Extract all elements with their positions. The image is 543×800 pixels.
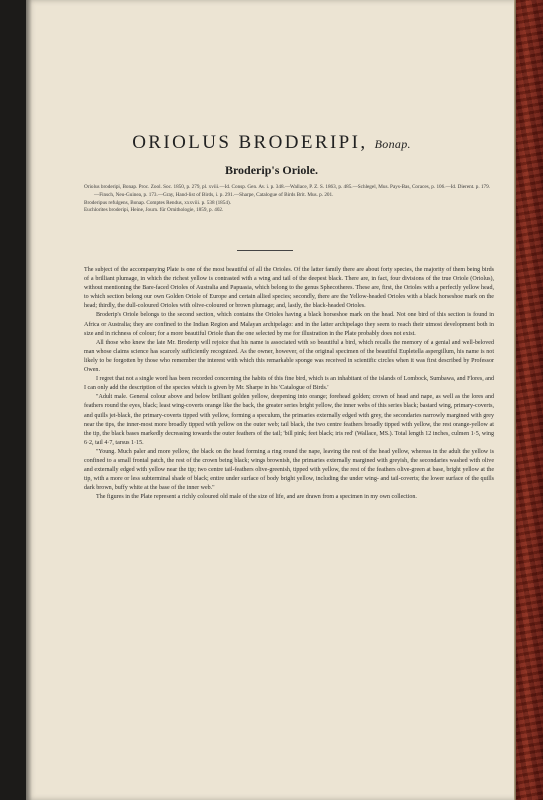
- marbled-book-edge: [516, 0, 543, 800]
- synonym-entry: Oriolus broderipi, Bonap. Proc. Zool. Soc. 1850, p. 279, pl. xviii.—Id. Consp. Gen. Av. i. p. 348.—Wallace, P. Z. S. 1863, p. 485.—Schlegel, Mus. Pays-Bas, Coraces, p. 106.—Id. Dierent. p. 179.—Finsch, Neu-Guinea, p. 173.—Gray, Hand-list of Birds, i. p. 291.—Sharpe, Catalogue of Birds Brit. Mus. p. 201.: [84, 184, 491, 198]
- article-body: [84, 266, 494, 502]
- paragraph: The figures in the Plate represent a richly coloured old male of the size of life, and are drawn from a specimen in my own collection.: [96, 494, 417, 501]
- synonym-entry: Broderipus refulgens, Bonap. Comptes Rendus, xxxviii. p. 538 (1854).: [84, 199, 231, 206]
- section-divider: [237, 250, 293, 251]
- paragraph: The subject of the accompanying Plate is one of the most beautiful of all the Orioles. Of the latter family there are about forty species, the majority of them being birds of a brilliant plumage, in which the richest yellow is contrasted with a wing and tail of the deepest black. There are, in fact, four divisions of the true Oriole (Oriolus), without mentioning the Bare-faced Orioles of Australia and Papuasia, which belong to the genus Sphecotheres. These are, first, the Orioles with a perfectly yellow head, to which section belong our own Golden Oriole of Europe and certain allied species; secondly, there are the Yellow-headed Orioles with a black horseshoe mark on the head; thirdly, the dull-coloured Orioles with olive-coloured or brown plumage; and, lastly, the black-headed Orioles.: [84, 267, 494, 310]
- paragraph: "Young. Much paler and more yellow, the black on the head forming a ring round the nape, leaving the rest of the head yellow, whereas in the adult the yellow is confined to a small frontal patch, the rest of the crown being black; wings brownish, the primaries externally margined with greyish, the secondaries washed with olive and externally edged with yellow near the tip; two centre tail-feathers olive-greenish, tipped with yellow, the rest of the feathers olive-green at base, bright yellow at the tip, with a more or less subterminal shade of black; entire under surface of body bright yellow, including the under wing- and tail-coverts; the lower surface of the quills dark brown, buffy white at the base of the inner web.": [84, 448, 494, 492]
- species-authority: Bonap.: [374, 137, 411, 151]
- paragraph: Broderip's Oriole belongs to the second section, which contains the Orioles having a black horseshoe mark on the head. Not one bird of this section is found in Africa or Australia; they are confined to the Indian Region and Malayan archipelago: and in the latter archipelago they seem to reach their utmost development both in size and in richness of colour; for a more beautiful Oriole than the one selected by me for illustration in the Plate probably does not exist.: [84, 312, 494, 337]
- paragraph: "Adult male. General colour above and below brilliant golden yellow, deepening into orange; forehead golden; crown of head and nape, as well as the lores and feathers round the eyes, black; least wing-coverts orange like the back, the greater series bright yellow, the inner webs of this series black; bastard wing, primary-coverts, and quills jet-black, the primary-coverts tipped with yellow, forming a speculum, the primaries externally edged with grey, the secondaries narrowly margined with grey near the tips, the inner-most more broadly tipped with yellow on the outer web; tail black, the two centre feathers broadly tipped with yellow, the rest orange-yellow at the tip, the black bases markedly decreasing towards the outer feathers of the tail; 'bill pink; feet black; iris red' (Wallace, MS.). Total length 12 inches, culmen 1·5, wing 6·2, tail 4·7, tarsus 1·15.: [84, 394, 494, 446]
- common-name: Broderip's Oriole.: [224, 163, 319, 177]
- page-gutter-shadow: [26, 0, 32, 800]
- paragraph: I regret that not a single word has been recorded concerning the habits of this fine bird, which is an inhabitant of the islands of Lombock, Sumbawa, and Flores, and I can only add the description of the species which is given by Mr. Sharpe in his 'Catalogue of Birds.': [84, 376, 494, 392]
- synonym-entry: Euchlorites broderipi, Heine, Journ. für Ornithologie, 1859, p. 402.: [84, 207, 224, 214]
- synonymy-block: [84, 184, 494, 215]
- paragraph: All those who knew the late Mr. Broderip will rejoice that his name is associated with so beautiful a bird, which recalls the memory of a genial and well-beloved man whose claims science has scarcely sufficiently recognized. As the owner, however, of the original specimen of the beautiful Eupletella aspergillum, his name is not likely to be forgotten by those who remember the interest with which this remarkable sponge was received in scientific circles when it was first described by Professor Owen.: [84, 339, 494, 374]
- species-title: [40, 132, 503, 154]
- species-name: ORIOLUS BRODERIPI,: [132, 132, 368, 153]
